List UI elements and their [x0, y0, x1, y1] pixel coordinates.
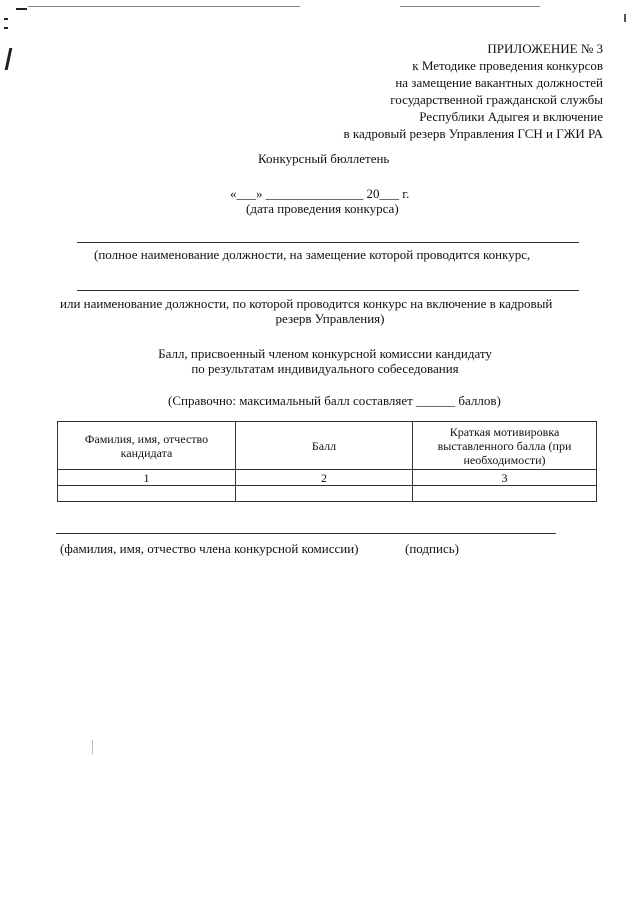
table-header-row	[58, 422, 597, 470]
table-number-row	[58, 470, 597, 486]
column-header-score: Балл	[236, 422, 413, 470]
signature-caption: (подпись)	[405, 541, 459, 556]
position-caption-alt: или наименование должности, по которой проводится конкурс на включение в кадровый	[60, 296, 553, 311]
scan-artifact-speck	[92, 740, 93, 754]
position-name-line	[77, 242, 579, 243]
table-row	[58, 486, 597, 502]
position-name-line-2	[77, 290, 579, 291]
appendix-line: на замещение вакантных должностей	[395, 75, 603, 90]
position-caption: (полное наименование должности, на замещение которой проводится конкурс,	[94, 247, 531, 262]
column-header-reason: Краткая мотивировка выставленного балла (при необходимости)	[413, 422, 597, 470]
candidate-name-cell[interactable]	[58, 486, 236, 502]
appendix-line: Республики Адыгея и включение	[419, 109, 603, 124]
bulletin-title: Конкурсный бюллетень	[258, 151, 390, 166]
date-line: «___» _______________ 20___ г.	[230, 186, 410, 201]
score-table	[57, 421, 597, 502]
score-cell[interactable]	[236, 486, 413, 502]
appendix-line: государственной гражданской службы	[390, 92, 603, 107]
scan-artifact-top-right-line	[400, 6, 540, 7]
appendix-header	[263, 40, 603, 142]
column-number: 3	[413, 470, 597, 486]
column-number: 1	[58, 470, 236, 486]
reference-note: (Справочно: максимальный балл составляет ______ баллов)	[168, 393, 501, 408]
signature-line	[56, 533, 556, 534]
column-number: 2	[236, 470, 413, 486]
position-caption-alt-end: резерв Управления)	[275, 311, 385, 326]
reason-cell[interactable]	[413, 486, 597, 502]
scan-artifact-left-stroke	[5, 48, 13, 70]
score-intro-line: по результатам индивидуального собеседования	[191, 361, 459, 376]
score-intro-line: Балл, присвоенный членом конкурсной комиссии кандидату	[158, 346, 492, 361]
member-name-caption: (фамилия, имя, отчество члена конкурсной комиссии)	[60, 541, 359, 556]
scan-artifact-left-mark	[4, 18, 8, 20]
appendix-number: ПРИЛОЖЕНИЕ № 3	[487, 41, 603, 56]
scan-artifact-right-mark	[624, 14, 626, 22]
scan-artifact-left-mark-2	[4, 27, 8, 29]
appendix-line: к Методике проведения конкурсов	[412, 58, 603, 73]
date-caption: (дата проведения конкурса)	[246, 201, 399, 216]
column-header-candidate: Фамилия, имя, отчество кандидата	[58, 422, 236, 470]
scan-artifact-top-line	[28, 6, 300, 7]
appendix-line: в кадровый резерв Управления ГСН и ГЖИ РА	[343, 126, 603, 141]
scan-artifact-top-left	[16, 8, 27, 10]
